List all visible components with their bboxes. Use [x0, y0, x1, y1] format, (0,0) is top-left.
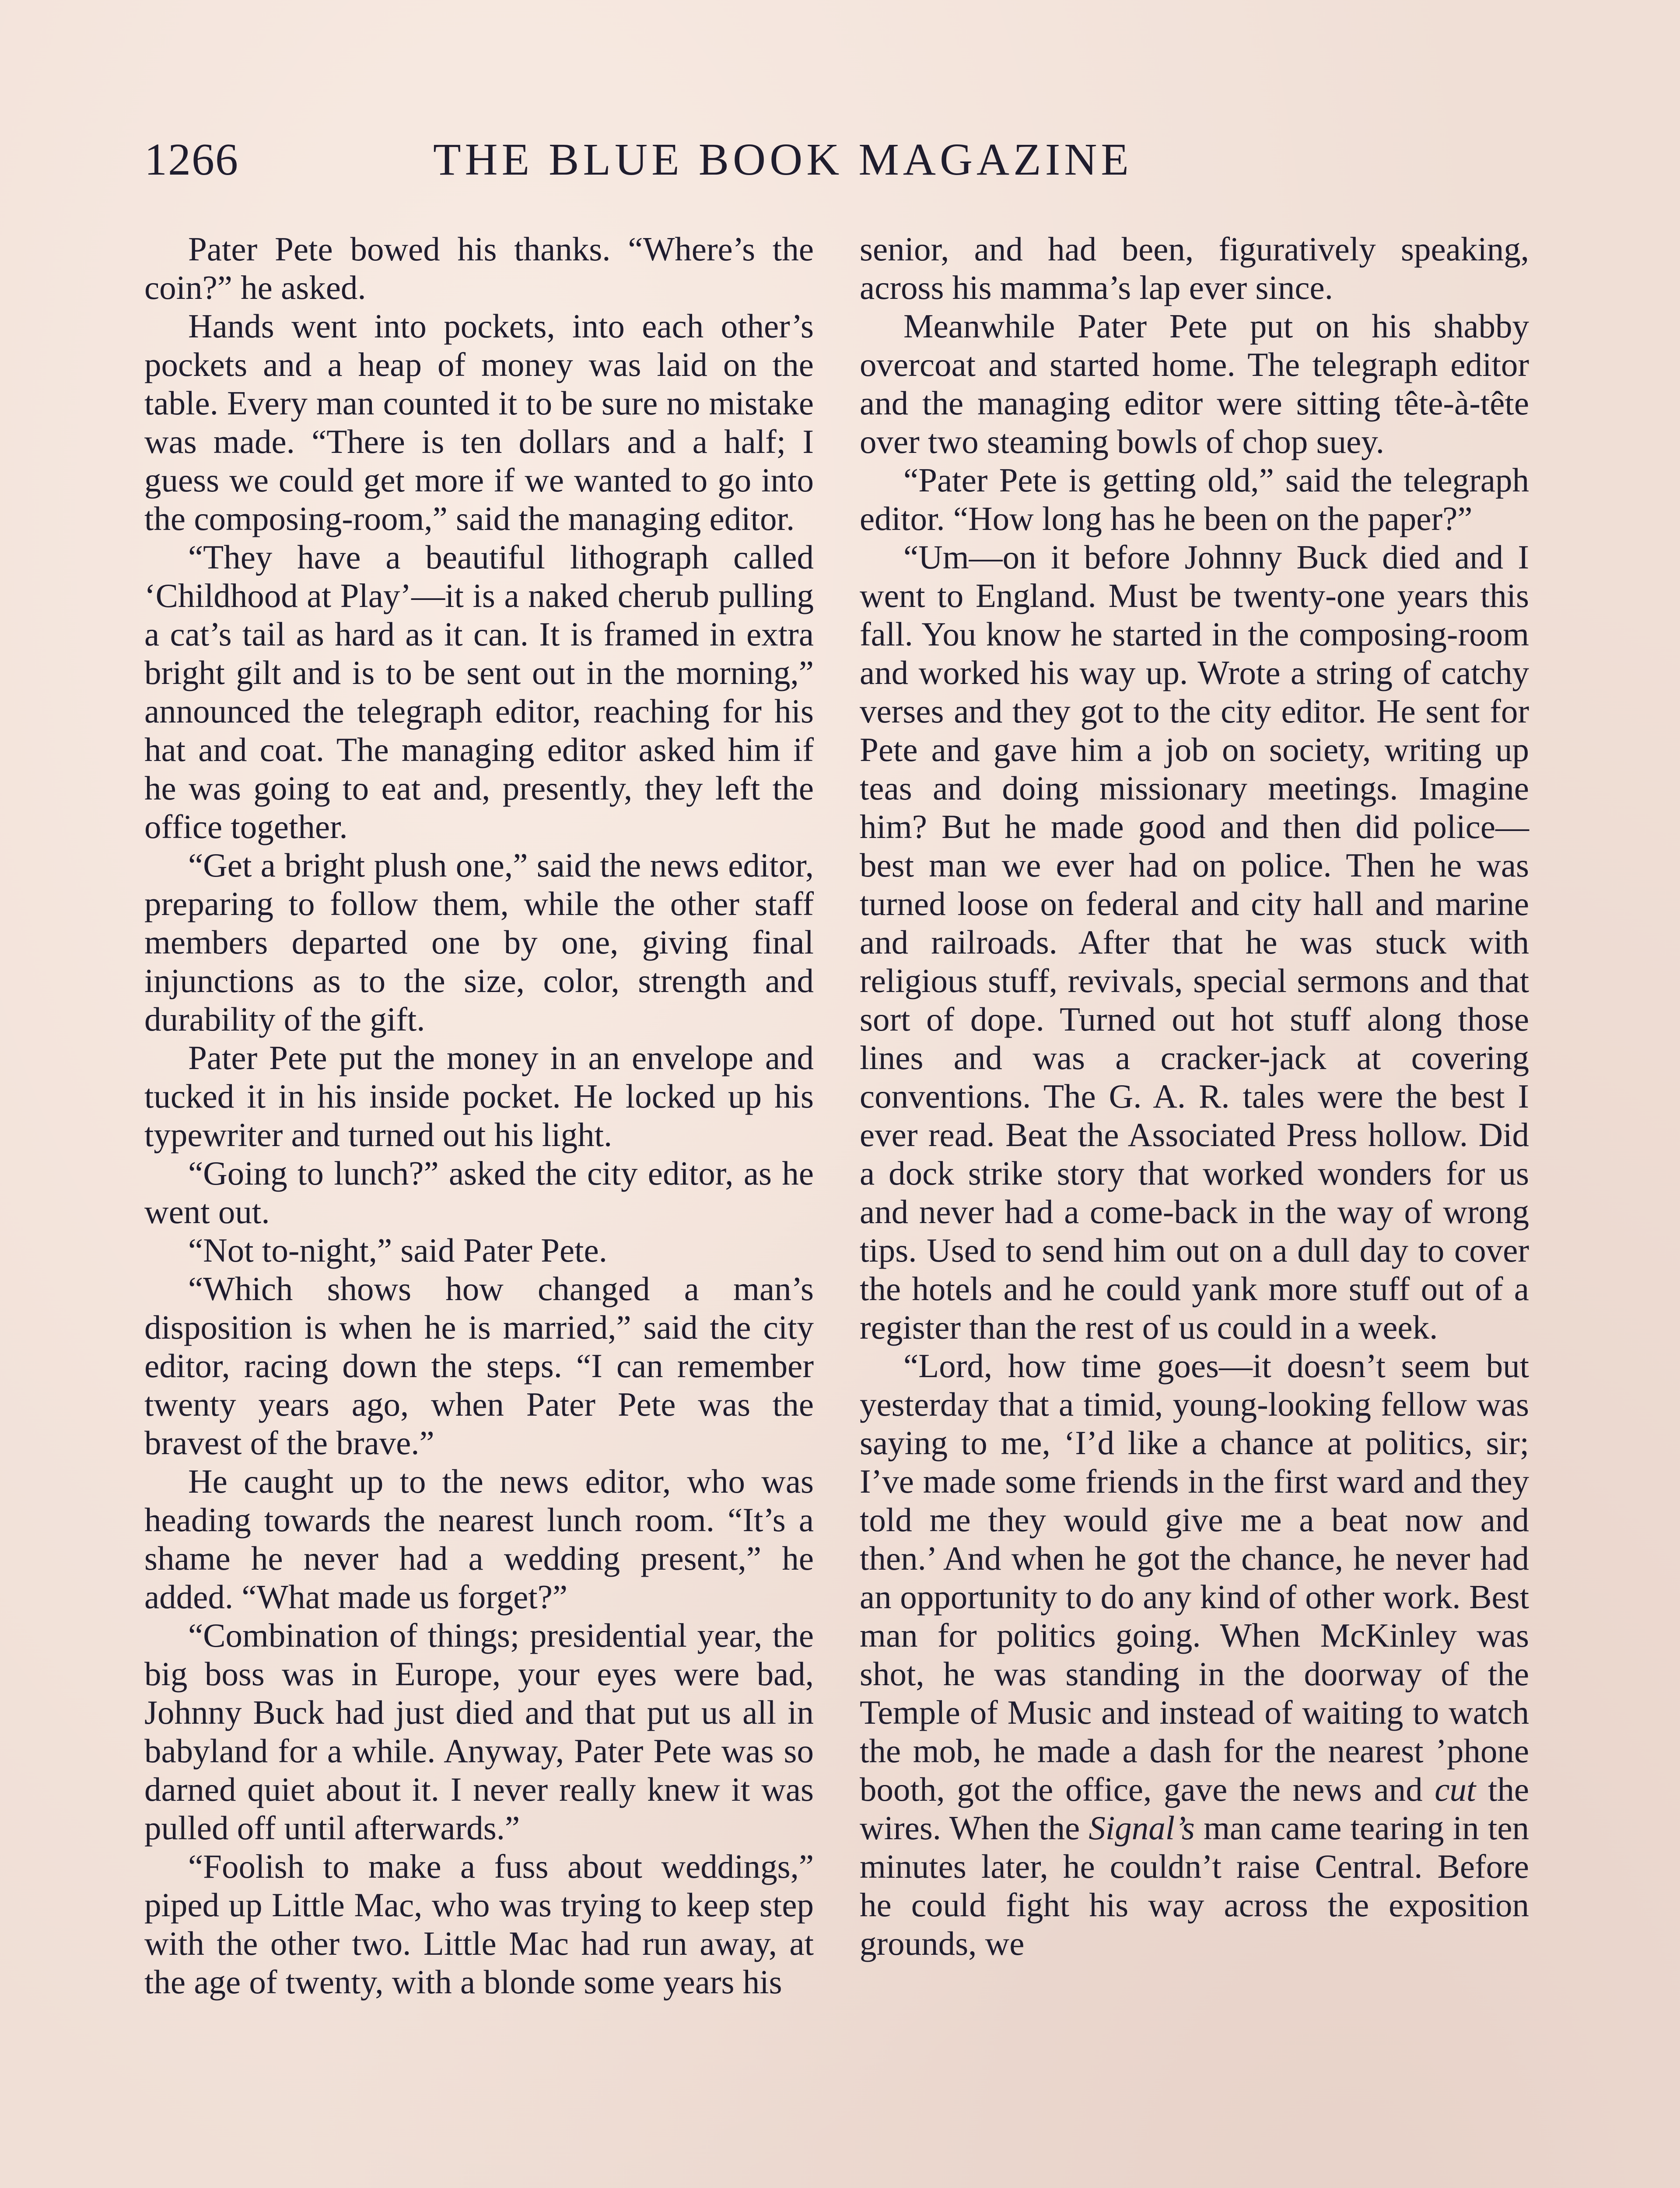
text-run: “Lord, how time goes—it doesn’t seem but yesterday that a timid, young-looking fellow was saying to me, ‘I’d like a chance at politics, sir; I’ve made some friends in the first ward and they told me they would give me a beat now and then.’ And when he got the chance, he never had an opportunity to do any kind of other work. Best man for politics going. When McKinley was shot, he was standing in the doorway of the Temple of Music and instead of waiting to watch the mob, he made a dash for the nearest ’phone booth, got the office, gave the news and: [860, 1347, 1529, 1808]
paragraph: He caught up to the news editor, who was heading towards the nearest lunch room. “It’s a shame he never had a wedding present,” he added. “What made us forget?”: [144, 1462, 814, 1616]
running-title: THE BLUE BOOK MAGAZINE: [433, 134, 1133, 185]
left-column: [144, 230, 814, 2001]
paragraph: Pater Pete bowed his thanks. “Where’s the coin?” he asked.: [144, 230, 814, 306]
right-column: [860, 230, 1529, 1963]
text-run: man came tearing in ten minutes later, he couldn’t raise Central. Before he could fight his way across the exposition grounds, we: [860, 1809, 1529, 1962]
text-run: the wires. When the: [860, 1771, 1530, 1847]
paragraph: “Which shows how changed a man’s disposition is when he is married,” said the city editor, racing down the steps. “I can remember twenty years ago, when Pater Pete was the bravest of the brave.”: [144, 1270, 814, 1462]
paragraph: Pater Pete put the money in an envelope and tucked it in his inside pocket. He locked up his typewriter and turned out his light.: [144, 1039, 814, 1154]
page-header: [144, 127, 1536, 193]
paragraph: “Not to-night,” said Pater Pete.: [188, 1231, 607, 1269]
paragraph: [860, 1346, 1529, 1963]
page-number: 1266: [144, 134, 239, 185]
paragraph: “They have a beautiful lithograph called ‘Childhood at Play’—it is a naked cherub pulling a cat’s tail as hard as it can. It is framed in extra bright gilt and is to be sent out in the morning,” announced the telegraph editor, reaching for his hat and coat. The managing editor asked him if he was going to eat and, presently, they left the office together.: [144, 538, 814, 845]
paragraph: “Foolish to make a fuss about weddings,” piped up Little Mac, who was trying to keep step with the other two. Little Mac had run away, at the age of twenty, with a blonde some years his: [144, 1848, 814, 2001]
paragraph: “Pater Pete is getting old,” said the telegraph editor. “How long has he been on the paper?”: [860, 461, 1529, 537]
paragraph: “Going to lunch?” asked the city editor, as he went out.: [144, 1154, 814, 1231]
italic-text: cut: [1435, 1771, 1476, 1808]
paragraph-continued: senior, and had been, figuratively speaking, across his mamma’s lap ever since.: [860, 230, 1529, 306]
paragraph: “Um—on it before Johnny Buck died and I went to England. Must be twenty-one years this fall. You know he started in the composing-room and worked his way up. Wrote a string of catchy verses and they got to the city editor. He sent for Pete and gave him a job on society, writing up teas and doing missionary meetings. Imagine him? But he made good and then did police—best man we ever had on police. Then he was turned loose on federal and city hall and marine and railroads. After that he was stuck with religious stuff, revivals, special sermons and that sort of dope. Turned out hot stuff along those lines and was a cracker-jack at covering conventions. The G. A. R. tales were the best I ever read. Beat the Associated Press hollow. Did a dock strike story that worked wonders for us and never had a come-back in the way of wrong tips. Used to send him out on a dull day to cover the hotels and he could yank more stuff out of a register than the rest of us could in a week.: [860, 538, 1529, 1346]
paragraph: Meanwhile Pater Pete put on his shabby overcoat and started home. The telegraph editor and the managing editor were sitting tête-à-tête over two steaming bowls of chop suey.: [860, 307, 1529, 460]
paragraph: “Combination of things; presidential year, the big boss was in Europe, your eyes were bad, Johnny Buck had just died and that put us all in babyland for a while. Anyway, Pater Pete was so darned quiet about it. I never really knew it was pulled off until afterwards.”: [144, 1616, 814, 1847]
paragraph: Hands went into pockets, into each other’s pockets and a heap of money was laid on the table. Every man counted it to be sure no mistake was made. “There is ten dollars and a half; I guess we could get more if we wanted to go into the composing-room,” said the managing editor.: [144, 307, 814, 537]
paragraph: “Get a bright plush one,” said the news editor, preparing to follow them, while the other staff members departed one by one, giving final injunctions as to the size, color, strength and durability of the gift.: [144, 846, 814, 1038]
italic-text: Signal’s: [1088, 1809, 1195, 1847]
